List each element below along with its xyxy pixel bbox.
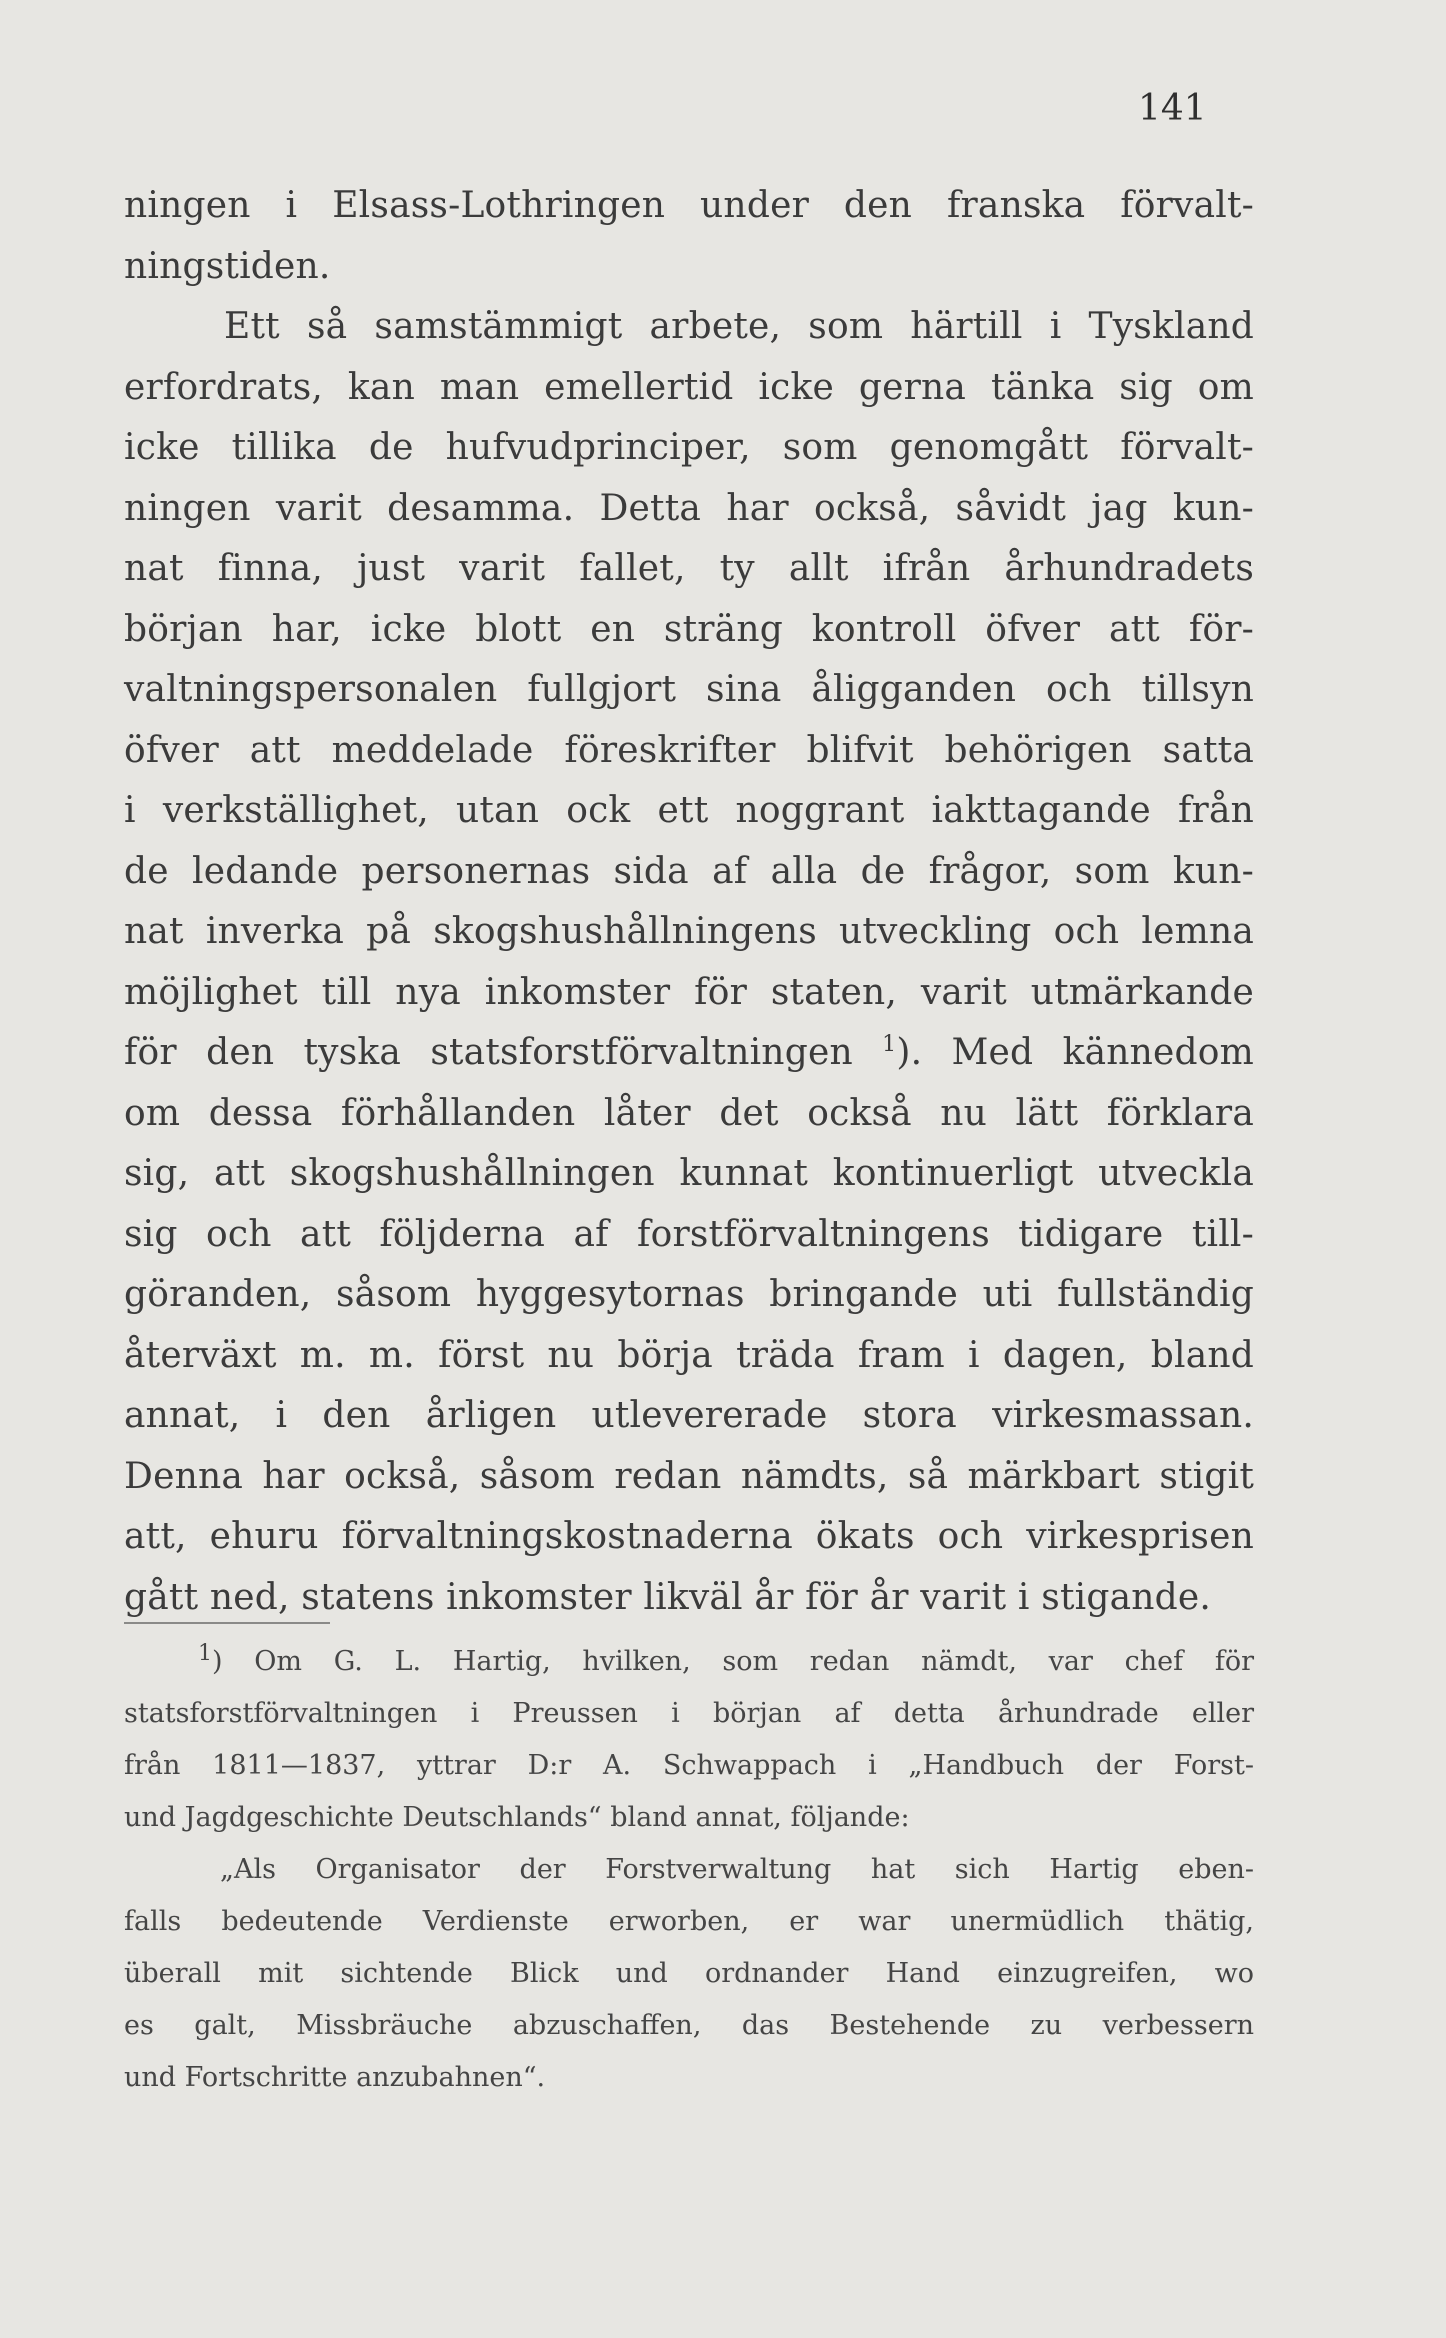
- text-line: i verkställighet, utan ock ett noggrant iakttagande från: [124, 790, 1254, 831]
- text-line-with-footnote: [124, 1023, 1254, 1084]
- footnote-line: „Als Organisator der Forstverwaltung hat sich Hartig eben-: [220, 1854, 1254, 1885]
- text-line: sig och att följderna af forstförvaltningens tidigare till-: [124, 1213, 1254, 1255]
- footnote-line: statsforstförvaltningen i Preussen i början af detta århundrade eller: [124, 1698, 1254, 1729]
- text-line: nat inverka på skogshushållningens utveckling och lemna: [124, 911, 1254, 952]
- text-line: nat finna, just varit fallet, ty allt ifrån århundradets: [124, 548, 1254, 589]
- footnote-line: es galt, Missbräuche abzuschaffen, das Bestehende zu verbessern: [124, 2010, 1254, 2041]
- footnote-line: falls bedeutende Verdienste erworben, er war unermüdlich thätig,: [124, 1906, 1254, 1937]
- text-line: valtningspersonalen fullgjort sina åligganden och tillsyn: [124, 669, 1254, 710]
- text-line: början har, icke blott en sträng kontroll öfver att för-: [124, 608, 1254, 650]
- footnote: [124, 1636, 1254, 2104]
- page-number: 141: [1138, 88, 1207, 129]
- text-line: gått ned, statens inkomster likväl år för år varit i stigande.: [124, 1576, 1212, 1618]
- text-line: annat, i den årligen utlevererade stora virkesmassan.: [124, 1395, 1254, 1436]
- footnote-text: ) Om G. L. Hartig, hvilken, som redan nämdt, var chef för: [212, 1646, 1254, 1677]
- footnote-reference: 1: [882, 1032, 897, 1057]
- text-segment: för den tyska statsforstförvaltningen: [124, 1032, 853, 1073]
- footnote-line: und Fortschritte anzubahnen“.: [124, 2062, 546, 2093]
- text-line: erfordrats, kan man emellertid icke gerna tänka sig om: [124, 366, 1254, 408]
- text-line: möjlighet till nya inkomster för staten, varit utmärkande: [124, 971, 1254, 1013]
- text-line: Denna har också, såsom redan nämdts, så märkbart stigit: [124, 1455, 1254, 1497]
- footnote-divider: [124, 1622, 330, 1624]
- text-line: återväxt m. m. först nu börja träda fram i dagen, bland: [124, 1334, 1254, 1376]
- text-line: sig, att skogshushållningen kunnat kontinuerligt utveckla: [124, 1153, 1254, 1194]
- footnote-line: und Jagdgeschichte Deutschlands“ bland annat, följande:: [124, 1802, 910, 1833]
- footnote-marker: 1: [198, 1641, 212, 1666]
- footnote-line: überall mit sichtende Blick und ordnander Hand einzugreifen, wo: [124, 1958, 1254, 1989]
- text-line: ningen i Elsass-Lothringen under den franska förvalt-: [124, 185, 1254, 226]
- text-line: icke tillika de hufvudprinciper, som genomgått förvalt-: [124, 427, 1254, 468]
- text-line: ningstiden.: [124, 245, 331, 287]
- text-line: de ledande personernas sida af alla de frågor, som kun-: [124, 850, 1254, 892]
- main-text: [124, 176, 1254, 1628]
- text-segment: ). Med kännedom: [896, 1032, 1254, 1073]
- footnote-line: från 1811—1837, yttrar D:r A. Schwappach i „Handbuch der Forst-: [124, 1750, 1254, 1781]
- text-line: Ett så samstämmigt arbete, som härtill i Tyskland: [224, 306, 1254, 347]
- footnote-line: [124, 1636, 1254, 1688]
- text-line: göranden, såsom hyggesytornas bringande uti fullständig: [124, 1274, 1254, 1315]
- text-line: om dessa förhållanden låter det också nu lätt förklara: [124, 1092, 1254, 1134]
- text-line: öfver att meddelade föreskrifter blifvit behörigen satta: [124, 729, 1254, 771]
- text-line: ningen varit desamma. Detta har också, såvidt jag kun-: [124, 487, 1254, 529]
- text-line: att, ehuru förvaltningskostnaderna ökats och virkesprisen: [124, 1516, 1254, 1557]
